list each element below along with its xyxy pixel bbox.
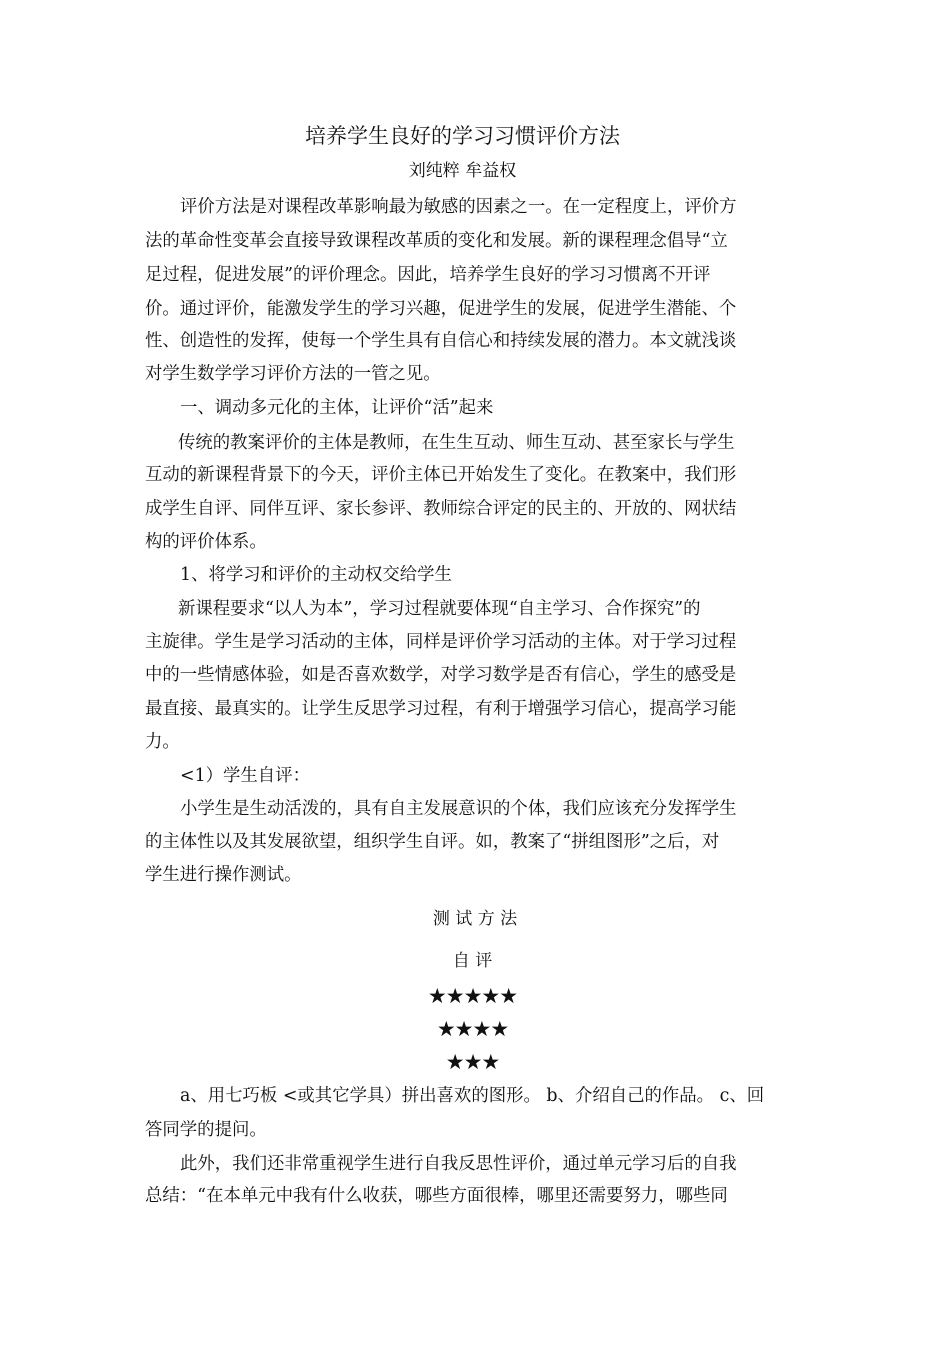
body-line: 性、创造性的发挥，使每一个学生具有自信心和持续发展的潜力。本文就浅谈 [145,331,737,351]
body-line: 法的革命性变革会直接导致课程改革质的变化和发展。新的课程理念倡导“立 [145,231,728,251]
document-authors: 刘纯粹 牟益权 [408,161,517,181]
test-method-heading: 测 试 方 法 [432,909,518,929]
body-line: 此外，我们还非常重视学生进行自我反思性评价，通过单元学习后的自我 [180,1154,737,1174]
body-line: 价。通过评价，能激发学生的学习兴趣，促进学生的发展，促进学生潜能、个 [145,299,737,319]
body-line: 的主体性以及其发展欲望，组织学生自评。如，教案了“拼组图形”之后，对 [145,832,720,852]
body-line: 足过程，促进发展”的评价理念。因此，培养学生良好的学习习惯离不开评 [145,265,711,285]
body-line: 新课程要求“以人为本”，学习过程就要体现“自主学习、合作探究”的 [178,599,701,619]
rating-stars-4: ★★★★ [436,1017,509,1041]
body-line: 对学生数学学习评价方法的一管之见。 [145,364,441,384]
rating-stars-3: ★★★ [445,1050,500,1074]
item-heading: <1）学生自评： [180,766,310,786]
section-heading: 一、调动多元化的主体，让评价“活”起来 [180,398,494,418]
body-line: 互动的新课程背景下的今天，评价主体已开始发生了变化。在教案中，我们形 [145,465,737,485]
document-title: 培养学生良好的学习习惯评价方法 [305,124,620,148]
body-line: 力。 [145,732,180,752]
body-line: a、用七巧板 <或其它学具）拼出喜欢的图形。 b、介绍自己的作品。 c、回 [180,1086,765,1106]
body-line: 学生进行操作测试。 [145,865,302,885]
body-line: 答同学的提问。 [145,1120,267,1140]
body-line: 最直接、最真实的。让学生反思学习过程，有利于增强学习信心，提高学习能 [145,699,737,719]
body-line: 主旋律。学生是学习活动的主体，同样是评价学习活动的主体。对于学习过程 [145,632,737,652]
body-line: 总结：“在本单元中我有什么收获，哪些方面很棒，哪里还需要努力，哪些同 [145,1186,728,1206]
subsection-heading: 1、将学习和评价的主动权交给学生 [180,565,452,585]
body-line: 传统的教案评价的主体是教师，在生生互动、师生互动、甚至家长与学生 [178,433,735,453]
body-line: 中的一些情感体验，如是否喜欢数学，对学习数学是否有信心，学生的感受是 [145,665,737,685]
body-line: 成学生自评、同伴互评、家长参评、教师综合评定的民主的、开放的、网状结 [145,499,737,519]
body-line: 构的评价体系。 [145,532,267,552]
rating-stars-5: ★★★★★ [427,984,518,1008]
body-line: 小学生是生动活泼的，具有自主发展意识的个体，我们应该充分发挥学生 [180,799,737,819]
self-eval-label: 自 评 [452,951,493,971]
body-line: 评价方法是对课程改革影响最为敏感的因素之一。在一定程度上，评价方 [180,197,737,217]
